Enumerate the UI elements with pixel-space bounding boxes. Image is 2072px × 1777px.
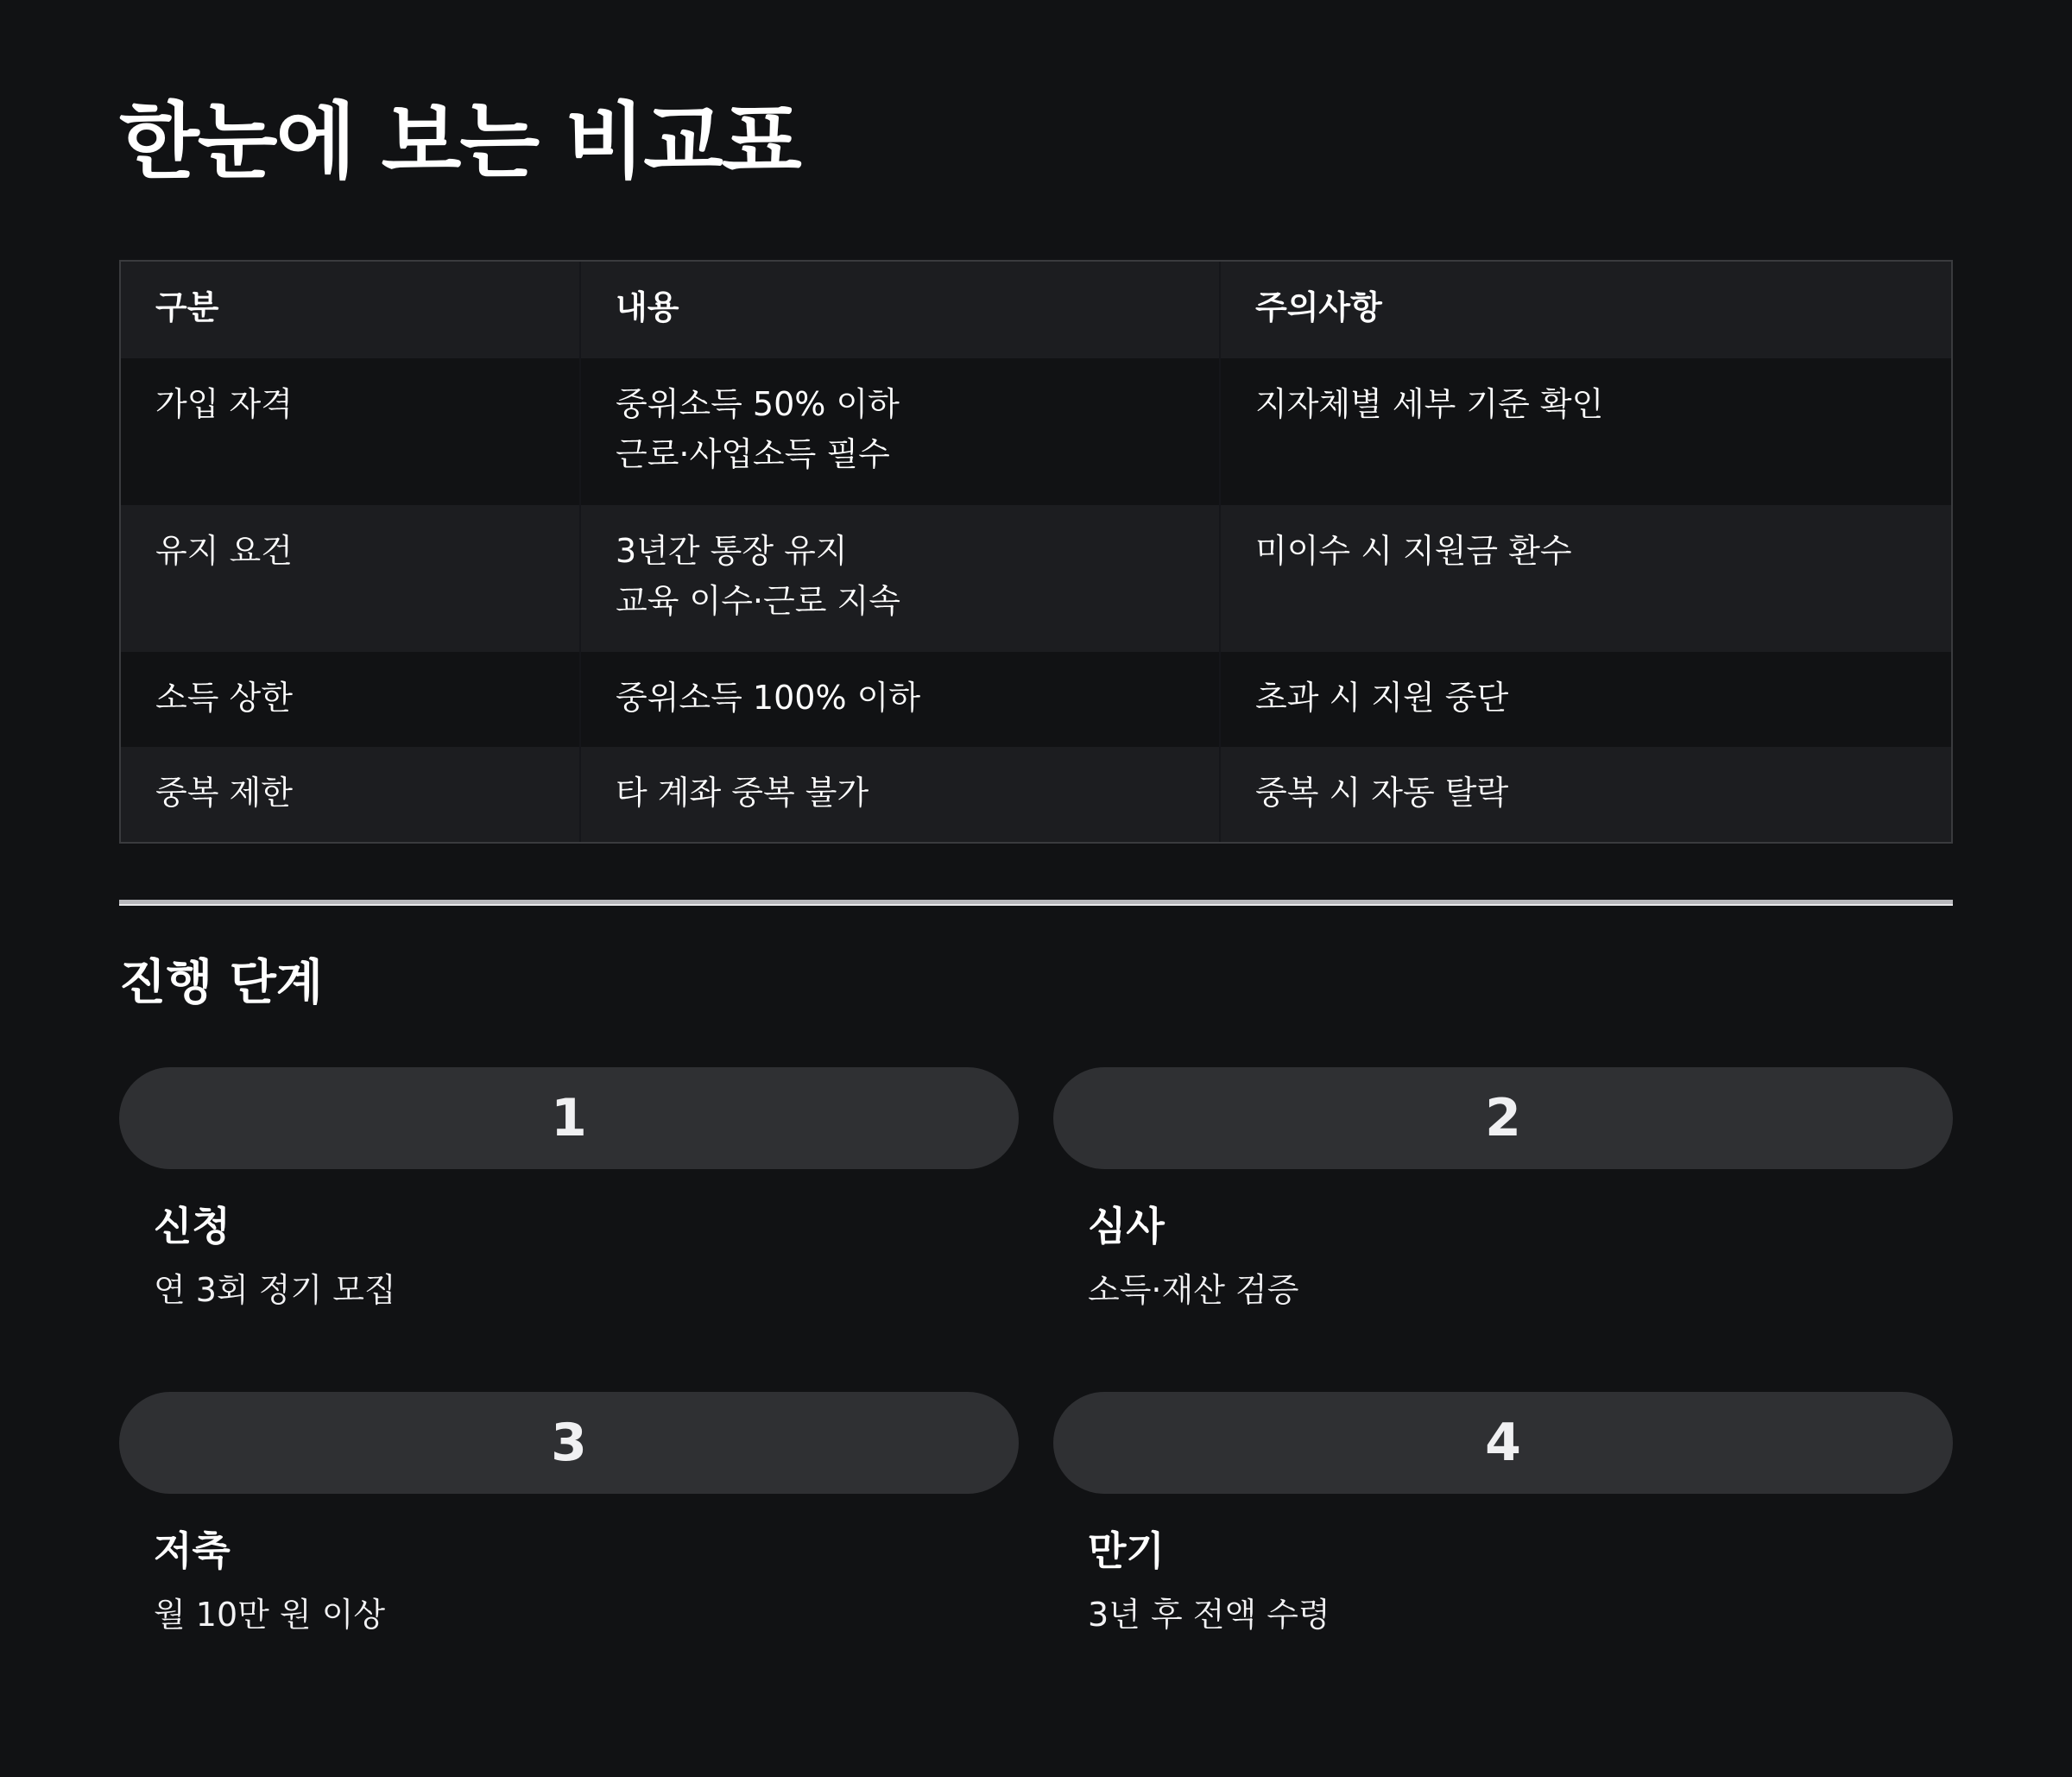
table-row bbox=[121, 652, 1951, 747]
table-cell-line: 근로·사업소득 필수 bbox=[616, 435, 890, 473]
table-cell-label: 가입 자격 bbox=[121, 358, 581, 505]
table-row bbox=[121, 747, 1951, 842]
step-card bbox=[1053, 1392, 1953, 1639]
table-cell-content: 타 계좌 중복 불가 bbox=[581, 747, 1221, 842]
table-cell-line: 교육 이수·근로 지속 bbox=[616, 582, 900, 620]
table-header-category: 구분 bbox=[121, 262, 581, 358]
table-row bbox=[121, 358, 1951, 505]
step-title: 심사 bbox=[1088, 1203, 1165, 1249]
table-cell-note: 지자체별 세부 기준 확인 bbox=[1255, 385, 1604, 423]
comparison-table bbox=[119, 260, 1953, 844]
table-cell-label: 중복 제한 bbox=[121, 747, 581, 842]
step-number-pill: 3 bbox=[119, 1392, 1019, 1494]
step-number-pill: 2 bbox=[1053, 1067, 1953, 1169]
table-cell-content bbox=[581, 358, 1221, 505]
table-row bbox=[121, 505, 1951, 652]
table-cell-content bbox=[581, 505, 1221, 652]
table-cell-line: 중위소득 50% 이하 bbox=[616, 385, 900, 423]
step-description: 연 3회 정기 모집 bbox=[154, 1271, 396, 1309]
section-title: 진행 단계 bbox=[119, 955, 323, 1011]
step-description: 3년 후 전액 수령 bbox=[1088, 1596, 1330, 1634]
table-cell-note: 중복 시 자동 탈락 bbox=[1255, 774, 1509, 812]
step-card bbox=[119, 1392, 1019, 1639]
table-cell-content: 중위소득 100% 이하 bbox=[581, 652, 1221, 747]
table-cell-note: 미이수 시 지원금 환수 bbox=[1255, 532, 1572, 570]
step-number-pill: 4 bbox=[1053, 1392, 1953, 1494]
page-title: 한눈에 보는 비교표 bbox=[119, 93, 800, 190]
table-header-note: 주의사항 bbox=[1255, 288, 1382, 326]
step-title: 만기 bbox=[1088, 1527, 1165, 1574]
section-divider bbox=[119, 900, 1953, 906]
step-title: 저축 bbox=[154, 1527, 231, 1574]
table-cell-note: 초과 시 지원 중단 bbox=[1255, 679, 1509, 717]
table-cell-label: 유지 요건 bbox=[121, 505, 581, 652]
step-card bbox=[119, 1067, 1019, 1314]
table-header-row bbox=[121, 262, 1951, 358]
step-description: 월 10만 원 이상 bbox=[154, 1596, 386, 1634]
table-cell-label: 소득 상한 bbox=[121, 652, 581, 747]
step-description: 소득·재산 검증 bbox=[1088, 1271, 1299, 1309]
step-card bbox=[1053, 1067, 1953, 1314]
table-cell-line: 3년간 통장 유지 bbox=[616, 532, 848, 570]
step-title: 신청 bbox=[154, 1203, 231, 1249]
step-number-pill: 1 bbox=[119, 1067, 1019, 1169]
table-header-content: 내용 bbox=[581, 262, 1221, 358]
